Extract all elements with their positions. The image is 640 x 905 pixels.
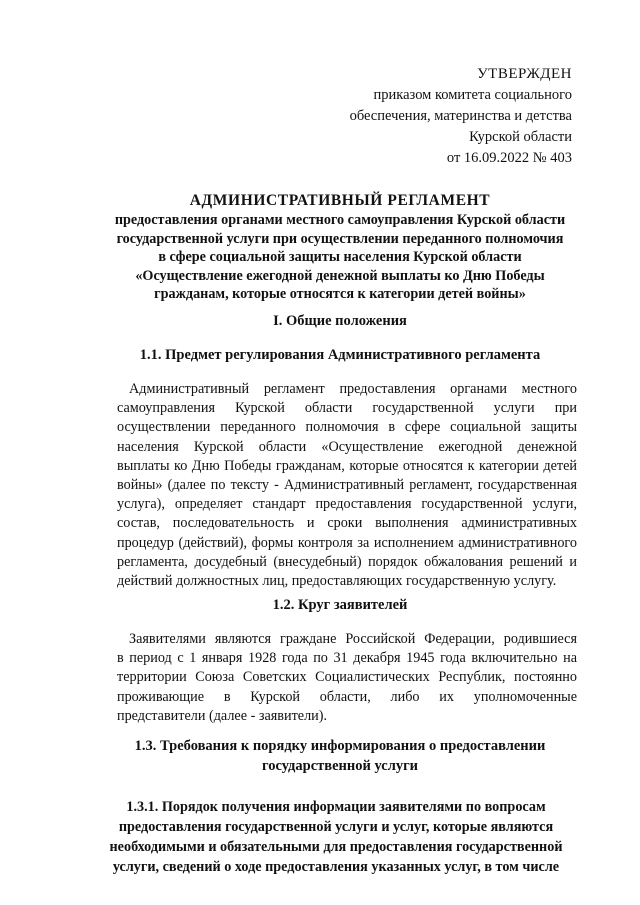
title-line: в сфере социальной защиты населения Курской области xyxy=(158,249,522,265)
title-line: государственной услуги при осуществлении переданного полномочия xyxy=(116,230,564,247)
subsection-heading-text: предоставления государственной услуги и услуг, которые являются xyxy=(118,819,554,835)
paragraph-line: состав, последовательность и сроки выполнения административных xyxy=(117,515,577,532)
subsection-heading-1-3-1 xyxy=(96,797,576,877)
section-heading-general xyxy=(80,312,600,331)
section-heading-text: 1.1. Предмет регулирования Административного регламента xyxy=(139,347,541,363)
title-main: АДМИНИСТРАТИВНЫЙ РЕГЛАМЕНТ xyxy=(189,192,491,209)
section-heading-1-2 xyxy=(80,596,600,615)
approval-date-number: от 16.09.2022 № 403 xyxy=(446,150,572,166)
section-heading-text: 1.2. Круг заявителей xyxy=(272,597,408,613)
paragraph-line: самоуправления Курской области государственной услуги при xyxy=(117,400,577,417)
paragraph-applicants xyxy=(117,630,577,726)
paragraph-regulation-subject xyxy=(117,380,577,591)
section-heading-text: I. Общие положения xyxy=(273,313,407,329)
paragraph-line: услуга), определяет стандарт предоставления государственной услуги, xyxy=(117,496,577,513)
title-line: гражданам, которые относятся к категории детей войны» xyxy=(154,286,526,302)
paragraph-line: Заявителями являются граждане Российской Федерации, родившиеся xyxy=(129,631,577,647)
subsection-heading-text: 1.3.1. Порядок получения информации заявителями по вопросам xyxy=(126,799,546,815)
title-line: «Осуществление ежегодной денежной выплаты ко Дню Победы xyxy=(135,267,545,284)
paragraph-line: в период с 1 января 1928 года по 31 декабря 1945 года включительно на xyxy=(117,650,577,667)
section-heading-text: 1.3. Требования к порядку информирования о предоставлении xyxy=(134,738,546,754)
subsection-heading-text: услуги, сведений о ходе предоставления указанных услуг, в том числе xyxy=(112,859,560,875)
paragraph-line: представители (далее - заявители). xyxy=(117,707,328,724)
paragraph-line: регламента, досудебный (внесудебный) порядок обжалования решений и xyxy=(117,553,577,570)
paragraph-line: проживающие в Курской области, либо их уполномоченные xyxy=(117,688,577,705)
title-line: предоставления органами местного самоуправления Курской области xyxy=(114,212,566,228)
paragraph-line: Административный регламент предоставления органами местного xyxy=(129,381,577,397)
paragraph-line: войны» (далее по тексту - Административный регламент, государственная xyxy=(117,477,577,494)
approval-line: обеспечения, материнства и детства xyxy=(349,108,572,124)
section-heading-1-3 xyxy=(80,736,600,776)
subsection-heading-text: необходимыми и обязательными для предоставления государственной xyxy=(109,839,563,855)
paragraph-line: населения Курской области «Осуществление ежегодной денежной xyxy=(117,438,577,455)
paragraph-line: территории Союза Советских Социалистических Республик, постоянно xyxy=(117,669,577,686)
paragraph-line: осуществлении переданного полномочия в сфере социальной защиты xyxy=(117,419,577,436)
approval-line: Курской области xyxy=(469,129,572,145)
approval-heading: УТВЕРЖДЕН xyxy=(477,66,572,82)
approval-stamp xyxy=(272,64,572,169)
paragraph-line: выплаты ко Дню Победы гражданам, которые относятся к категории детей xyxy=(117,457,577,474)
document-title xyxy=(80,190,600,304)
approval-line: приказом комитета социального xyxy=(373,87,572,103)
paragraph-line: процедур (действий), формы контроля за исполнением административного xyxy=(117,534,577,551)
section-heading-1-1 xyxy=(60,346,620,365)
section-heading-text: государственной услуги xyxy=(261,758,419,774)
paragraph-line: действий должностных лиц, предоставляющих государственную услугу. xyxy=(117,573,557,590)
